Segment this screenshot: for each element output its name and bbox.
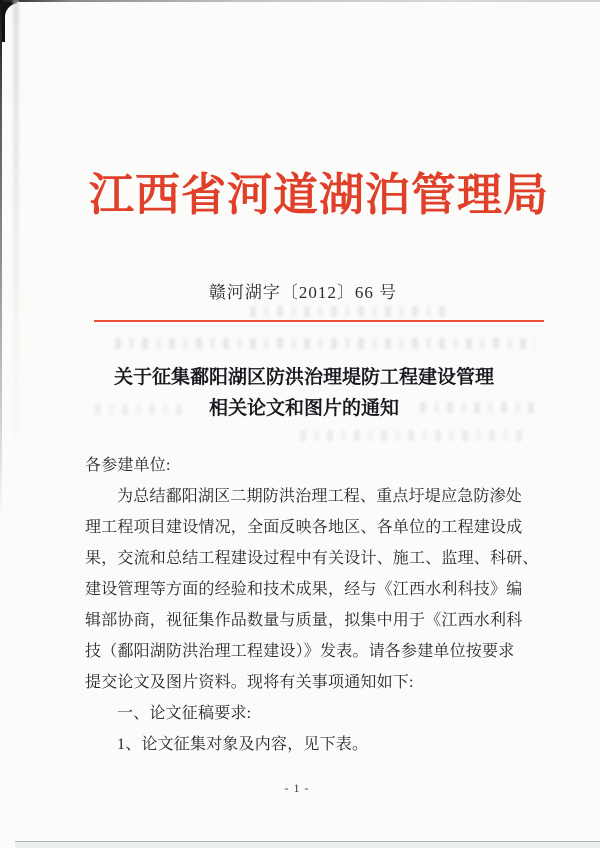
body-line: 提交论文及图片资料。现将有关事项通知如下: — [85, 674, 414, 691]
numbered-item: 1、论文征集对象及内容，见下表。 — [117, 736, 369, 753]
scan-left-edge — [0, 0, 2, 520]
letterhead-divider-rule — [94, 320, 544, 322]
page-rounded-corner — [5, 3, 45, 63]
section-heading: 一、论文征稿要求: — [117, 705, 252, 722]
salutation: 各参建单位: — [85, 457, 171, 474]
body-line: 建设管理等方面的经验和技术成果，经与《江西水利科技》编 — [85, 581, 523, 598]
agency-letterhead: 江西省河道湖泊管理局 — [88, 170, 549, 220]
ink-bleed-smudge — [115, 338, 535, 349]
document-title-line1: 关于征集鄱阳湖区防洪治理堤防工程建设管理 — [113, 367, 494, 388]
document-title — [0, 362, 600, 424]
body-line: 理工程项目建设情况，全面反映各地区、各单位的工程建设成 — [85, 519, 523, 536]
document-body — [85, 450, 540, 760]
document-reference-number: 赣河湖字〔2012〕66 号 — [208, 283, 398, 302]
ink-bleed-smudge — [250, 306, 450, 317]
document-title-line2: 相关论文和图片的通知 — [208, 398, 399, 419]
scan-top-edge — [0, 0, 600, 2]
body-line: 为总结鄱阳湖区二期防洪治理工程、重点圩堤应急防渗处 — [117, 488, 523, 505]
body-line: 技（鄱阳湖防洪治理工程建设）》发表。请各参建单位按要求 — [85, 643, 515, 660]
ink-bleed-smudge — [300, 430, 530, 441]
page-number: - 1 - — [284, 781, 310, 795]
body-line: 辑部协商，视征集作品数量与质量，拟集中用于《江西水利科 — [85, 612, 523, 629]
body-line: 果，交流和总结工程建设过程中有关设计、施工、监理、科研、 — [85, 550, 539, 567]
scan-bottom-edge — [15, 841, 600, 848]
